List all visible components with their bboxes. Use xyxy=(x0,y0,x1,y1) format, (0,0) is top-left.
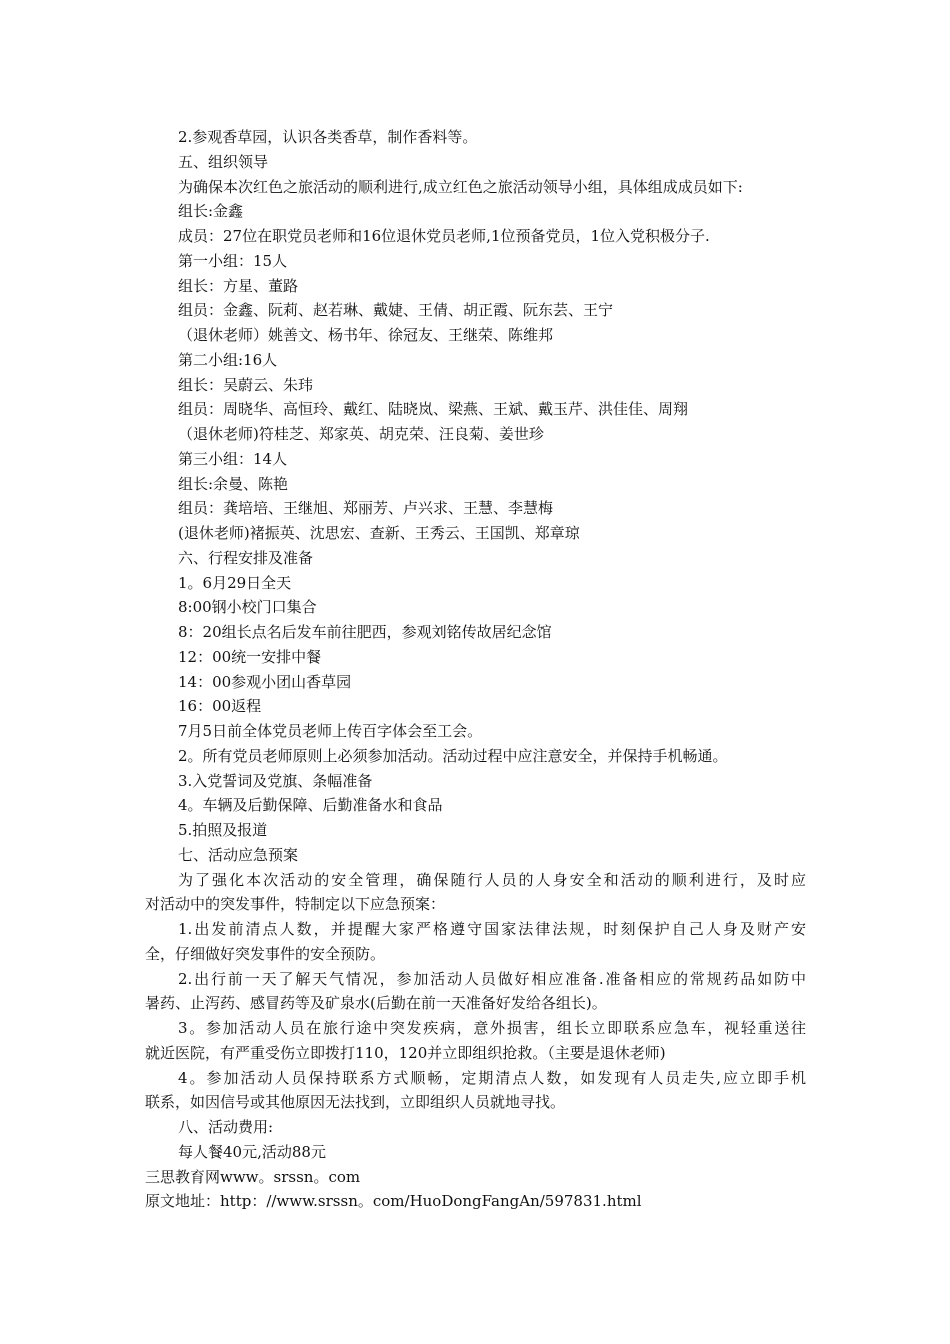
paragraph-line: 全，仔细做好突发事件的安全预防。 xyxy=(145,945,386,963)
paragraph-line: 1.出发前清点人数，并提醒大家严格遵守国家法律法规，时刻保护自己人身及财产安 xyxy=(178,920,806,938)
text-line: 4。车辆及后勤保障、后勤准备水和食品 xyxy=(178,796,443,814)
source-site: 三思教育网www。srssn。com xyxy=(145,1168,361,1186)
section-heading: 五、组织领导 xyxy=(178,153,269,171)
text-line: 3.入党誓词及党旗、条幅准备 xyxy=(178,772,373,790)
text-line: （退休老师）姚善文、杨书年、徐冠友、王继荣、陈维邦 xyxy=(178,326,554,344)
section-heading: 六、行程安排及准备 xyxy=(178,549,314,567)
paragraph-line: 2.出行前一天了解天气情况，参加活动人员做好相应准备.准备相应的常规药品如防中 xyxy=(178,970,806,988)
paragraph-line: 4。参加活动人员保持联系方式顺畅，定期清点人数，如发现有人员走失,应立即手机 xyxy=(178,1069,806,1087)
text-line: 每人餐40元,活动88元 xyxy=(178,1143,326,1161)
text-line: 组长：吴蔚云、朱玮 xyxy=(178,376,314,394)
text-line: 12：00统一安排中餐 xyxy=(178,648,322,666)
source-url: 原文地址：http：//www.srssn。com/HuoDongFangAn/597831.html xyxy=(145,1192,642,1210)
text-line: 16：00返程 xyxy=(178,697,262,715)
text-line: 为确保本次红色之旅活动的顺利进行,成立红色之旅活动领导小组，具体组成成员如下: xyxy=(178,178,743,196)
text-line: 成员：27位在职党员老师和16位退休党员老师,1位预备党员，1位入党积极分子. xyxy=(178,227,710,245)
paragraph-line: 3。参加活动人员在旅行途中突发疾病，意外损害，组长立即联系应急车，视轻重送往 xyxy=(178,1019,806,1037)
text-line: 组员：龚培培、王继旭、郑丽芳、卢兴求、王慧、李慧梅 xyxy=(178,499,554,517)
text-line: 2。所有党员老师原则上必须参加活动。活动过程中应注意安全，并保持手机畅通。 xyxy=(178,747,728,765)
text-line: 组员：周晓华、高恒玲、戴红、陆晓岚、梁燕、王斌、戴玉芹、洪佳佳、周翔 xyxy=(178,400,689,418)
paragraph-line: 联系，如因信号或其他原因无法找到，立即组织人员就地寻找。 xyxy=(145,1093,566,1111)
text-line: 5.拍照及报道 xyxy=(178,821,268,839)
paragraph-line: 就近医院，有严重受伤立即拨打110，120并立即组织抢救。（主要是退休老师) xyxy=(145,1044,666,1062)
text-line: 8：20组长点名后发车前往肥西，参观刘铭传故居纪念馆 xyxy=(178,623,552,641)
text-line: 组长:余曼、陈艳 xyxy=(178,475,289,493)
paragraph-line: 暑药、止泻药、感冒药等及矿泉水(后勤在前一天准备好发给各组长)。 xyxy=(145,994,607,1012)
text-line: 8:00钢小校门口集合 xyxy=(178,598,317,616)
text-line: （退休老师)符桂芝、郑家英、胡克荣、汪良菊、姜世珍 xyxy=(178,425,544,443)
section-heading: 七、活动应急预案 xyxy=(178,846,299,864)
text-line: 组长:金鑫 xyxy=(178,202,244,220)
text-line: 7月5日前全体党员老师上传百字体会至工会。 xyxy=(178,722,483,740)
text-line: 第三小组：14人 xyxy=(178,450,288,468)
text-line: (退休老师)褚振英、沈思宏、查新、王秀云、王国凯、郑章琼 xyxy=(178,524,580,542)
section-heading: 八、活动费用: xyxy=(178,1118,274,1136)
text-line: 14：00参观小团山香草园 xyxy=(178,673,352,691)
paragraph-line: 为了强化本次活动的安全管理，确保随行人员的人身安全和活动的顺利进行，及时应 xyxy=(178,871,806,889)
paragraph-line: 对活动中的突发事件，特制定以下应急预案： xyxy=(145,895,446,913)
text-line: 组员：金鑫、阮莉、赵若琳、戴婕、王倩、胡正霞、阮东芸、王宁 xyxy=(178,301,614,319)
text-line: 组长：方星、董路 xyxy=(178,277,299,295)
text-line: 1。6月29日全天 xyxy=(178,574,292,592)
text-line: 第二小组:16人 xyxy=(178,351,278,369)
text-line: 2.参观香草园，认识各类香草，制作香料等。 xyxy=(178,128,478,146)
text-line: 第一小组：15人 xyxy=(178,252,288,270)
